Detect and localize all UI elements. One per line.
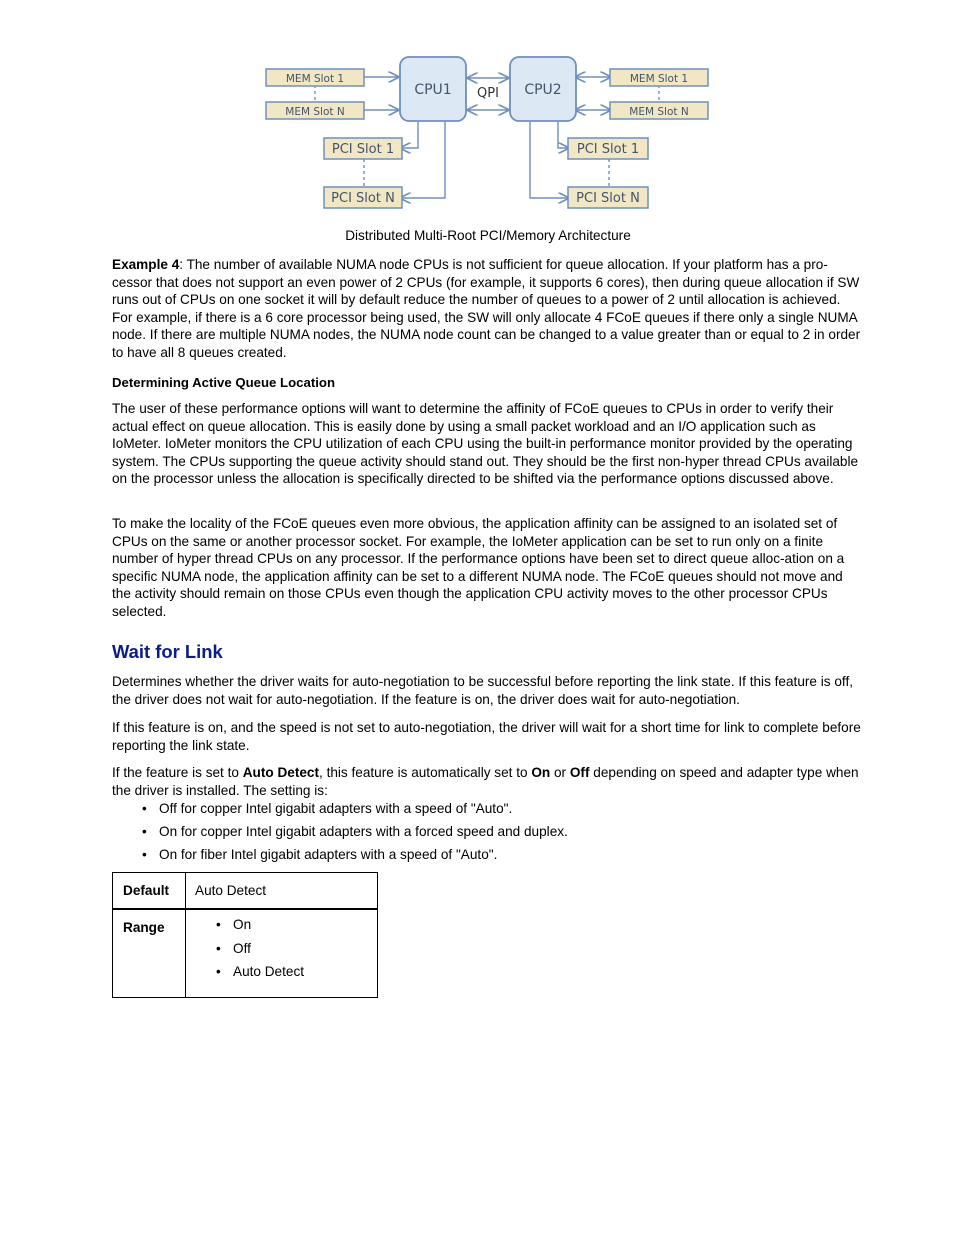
- table-row: [113, 873, 378, 910]
- example4-label: Example 4: [112, 257, 180, 272]
- pci-slot-right-1-label: PCI Slot 1: [576, 142, 640, 157]
- pci-slot-right-n-label: PCI Slot N: [576, 191, 640, 206]
- wait-for-link-heading: Wait for Link: [112, 641, 223, 662]
- active-queue-paragraph-1: The user of these performance options will want to determine the affinity of FCoE queues to CPUs in order to verify their actual effect on queue allocation. This is easily done by using a small packet workload and an I/O application such as IoMeter. IoMeter monitors the CPU utilization of each CPU using the built-in performance monitor provided by the operating system. The CPUs supporting the queue activity should stand out. They should be the first non-hyper thread CPUs available on the processor unless the allocation is specifically directed to be shifted via the performance options discussed above.: [112, 401, 859, 487]
- list-item: • On: [216, 917, 252, 932]
- qpi-label: QPI: [477, 86, 499, 101]
- mem-slot-right-1-label: MEM Slot 1: [629, 73, 689, 85]
- mem-slot-left-n-label: MEM Slot N: [285, 106, 345, 118]
- cpu1-label: CPU1: [414, 82, 452, 98]
- cpu2-label: CPU2: [524, 82, 562, 98]
- list-item: • On for fiber Intel gigabit adapters with a speed of "Auto".: [142, 847, 498, 862]
- figure-caption: Distributed Multi-Root PCI/Memory Architecture: [345, 228, 631, 243]
- architecture-diagram: [264, 52, 712, 214]
- list-item: • Off for copper Intel gigabit adapters with a speed of "Auto".: [142, 801, 513, 816]
- wait-for-link-paragraph-2: If this feature is on, and the speed is not set to auto-negotiation, the driver will wait for a short time for link to complete before reporting the link state.: [112, 720, 861, 753]
- wait-for-link-paragraph-1: Determines whether the driver waits for auto-negotiation to be successful before reporting the link state. If this feature is off, the driver does not wait for auto-negotiation. If the feature is on, the driver does wait for auto-negotiation.: [112, 674, 853, 707]
- list-item: • On for copper Intel gigabit adapters with a forced speed and duplex.: [142, 824, 568, 839]
- pci-slot-left-1-label: PCI Slot 1: [331, 142, 395, 157]
- wait-for-link-paragraph-3: If the feature is set to Auto Detect, this feature is automatically set to On or Off depending on speed and adapter type when the driver is installed. The setting is:: [112, 765, 859, 798]
- mem-slot-right-n-label: MEM Slot N: [629, 106, 689, 118]
- example4-text: : The number of available NUMA node CPUs is not sufficient for queue allocation. If your platform has a pro-cessor that does not support an even power of 2 CPUs (for example, it supports 6 cores), then during queue allocation if SW runs out of CPUs on one socket it will by default reduce the number of queues to a power of 2 until allocation is achieved. For example, if there is a 6 core processor being used, the SW will only allocate 4 FCoE queues if there only a single NUMA node. If there are multiple NUMA nodes, the NUMA node count can be changed to a value greater than or equal to 2 in order to have all 8 queues created.: [112, 257, 861, 360]
- default-value: Auto Detect: [186, 873, 378, 910]
- active-queue-heading: Determining Active Queue Location: [112, 375, 336, 390]
- range-label: Range: [113, 909, 186, 998]
- mem-slot-left-1-label: MEM Slot 1: [285, 73, 345, 85]
- default-label: Default: [113, 873, 186, 910]
- range-values: [186, 909, 378, 998]
- list-item: • Off: [216, 940, 251, 956]
- setting-bullet-list: [112, 800, 864, 869]
- example4-paragraph: [112, 256, 864, 362]
- table-row: [113, 909, 378, 998]
- pci-slot-left-n-label: PCI Slot N: [331, 191, 395, 206]
- active-queue-paragraph-2: To make the locality of the FCoE queues even more obvious, the application affinity can be assigned to an isolated set of CPUs on the same or another processor socket. For example, the IoMeter application can be set to run only on a finite number of hyper thread CPUs on any processor. If the performance options have been set to direct queue alloc-ation on a specific NUMA node, the application affinity can be set to a different NUMA node. The FCoE queues should not move and the activity should remain on those CPUs even though the application CPU activity moves to the other processor CPUs selected.: [112, 516, 845, 619]
- list-item: • Auto Detect: [216, 964, 305, 979]
- wait-for-link-table: [112, 872, 378, 998]
